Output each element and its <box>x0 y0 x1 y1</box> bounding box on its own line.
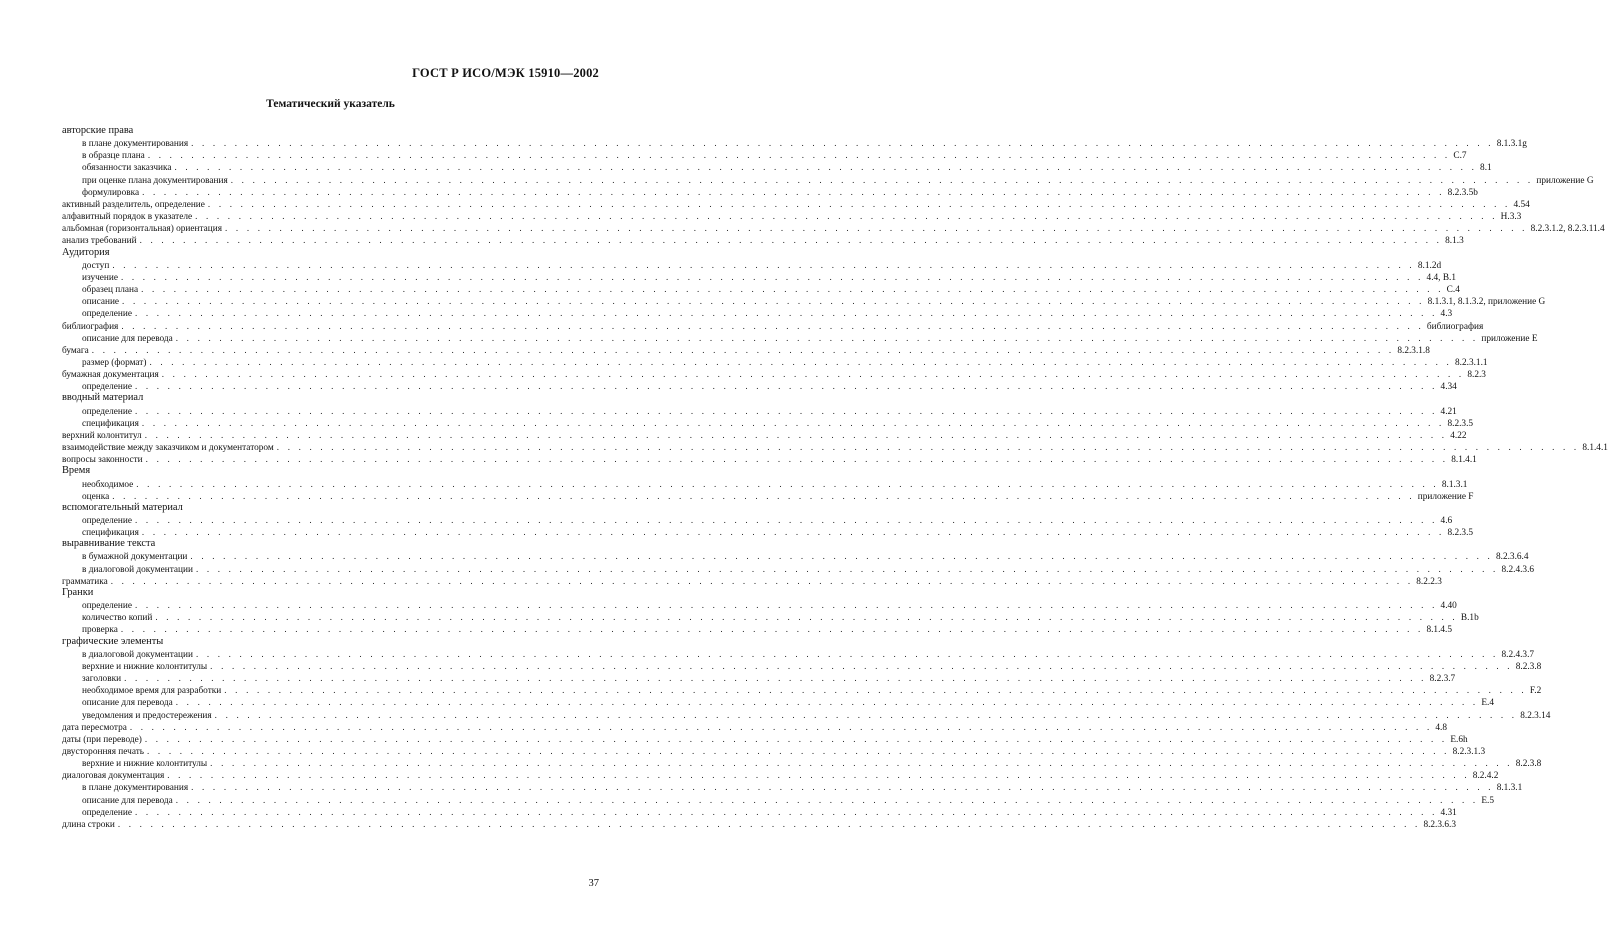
index-reference: 8.2.3.6.4 <box>1495 552 1529 563</box>
dot-leader: . . . . . . . . . . . . . . . . . . . . . . . . . . . . . . . . . . . . . . . . . . . . . . . . . . . . . . . . . . . . . . . . . . . . . . . . . . . . . . . . . . . . . . . . . . . . . . . . . . . . . . . . . . . . . . . . . . . . . . . . <box>139 235 1443 246</box>
index-term: спецификация <box>82 528 139 539</box>
index-entry <box>62 502 599 514</box>
index-term: бумажная документация <box>62 370 159 381</box>
index-term: выравнивание текста <box>62 538 156 550</box>
index-entry <box>62 441 1608 454</box>
index-subentry <box>62 307 1453 320</box>
dot-leader: . . . . . . . . . . . . . . . . . . . . . . . . . . . . . . . . . . . . . . . . . . . . . . . . . . . . . . . . . . . . . . . . . . . . . . . . . . . . . . . . . . . . . . . . . . . . . . . . . . . . . . . . . . . . . . . . . . . . . . . . <box>134 515 1438 525</box>
index-subentry <box>62 794 1494 806</box>
index-reference: E.5 <box>1481 795 1494 806</box>
index-term: количество копий <box>82 613 153 624</box>
index-reference: 8.1.4.1 <box>1451 455 1477 466</box>
index-subentry <box>62 563 1535 575</box>
index-term: графические элементы <box>62 635 164 647</box>
index-term: определение <box>82 309 132 320</box>
index-subentry <box>62 611 1479 624</box>
dot-leader: . . . . . . . . . . . . . . . . . . . . . . . . . . . . . . . . . . . . . . . . . . . . . . . . . . . . . . . . . . . . . . . . . . . . . . . . . . . . . . . . . . . . . . . . . . . . . . . . . . . . . . . . . . . . . . . . . . . . . . . . <box>121 320 1424 331</box>
index-subentry <box>62 174 1594 186</box>
index-term: проверка <box>82 625 118 636</box>
index-term: длина строки <box>62 819 115 830</box>
index-term: библиография <box>62 321 119 332</box>
index-term: в бумажной документации <box>82 552 188 563</box>
index-reference: 8.1.3 <box>1445 236 1464 247</box>
index-reference: 8.2.3.1.3 <box>1452 746 1486 757</box>
dot-leader: . . . . . . . . . . . . . . . . . . . . . . . . . . . . . . . . . . . . . . . . . . . . . . . . . . . . . . . . . . . . . . . . . . . . . . . . . . . . . . . . . . . . . . . . . . . . . . . . . . . . . . . . . . . . . . . . . . . . . . . . <box>134 381 1438 392</box>
index-reference: 4.22 <box>1450 430 1467 441</box>
dot-leader: . . . . . . . . . . . . . . . . . . . . . . . . . . . . . . . . . . . . . . . . . . . . . . . . . . . . . . . . . . . . . . . . . . . . . . . . . . . . . . . . . . . . . . . . . . . . . . . . . . . . . . . . . . . . . . . . . . . . . . . . <box>147 150 1451 161</box>
index-term: вводный материал <box>62 392 144 404</box>
dot-leader: . . . . . . . . . . . . . . . . . . . . . . . . . . . . . . . . . . . . . . . . . . . . . . . . . . . . . . . . . . . . . . . . . . . . . . . . . . . . . . . . . . . . . . . . . . . . . . . . . . . . . . . . . . . . . . . . . . . . . . . . <box>134 806 1438 817</box>
index-term: бумага <box>62 345 89 356</box>
index-subentry <box>62 526 1474 539</box>
index-term: в диалоговой документации <box>82 564 193 575</box>
index-reference: 8.2.3.1.8 <box>1397 345 1430 356</box>
index-subentry <box>62 161 1492 174</box>
index-subentry <box>62 417 1474 429</box>
dot-leader: . . . . . . . . . . . . . . . . . . . . . . . . . . . . . . . . . . . . . . . . . . . . . . . . . . . . . . . . . . . . . . . . . . . . . . . . . . . . . . . . . . . . . . . . . . . . . . . . . . . . . . . . . . . . . . . . . . . . . . . . <box>161 369 1465 380</box>
index-reference: 4.4, B.1 <box>1426 272 1456 283</box>
dot-leader: . . . . . . . . . . . . . . . . . . . . . . . . . . . . . . . . . . . . . . . . . . . . . . . . . . . . . . . . . . . . . . . . . . . . . . . . . . . . . . . . . . . . . . . . . . . . . . . . . . . . . . . . . . . . . . . . . . . . . . . . <box>225 223 1528 234</box>
dot-leader: . . . . . . . . . . . . . . . . . . . . . . . . . . . . . . . . . . . . . . . . . . . . . . . . . . . . . . . . . . . . . . . . . . . . . . . . . . . . . . . . . . . . . . . . . . . . . . . . . . . . . . . . . . . . . . . . . . . . . . . . <box>175 697 1479 708</box>
index-subentry <box>62 648 1535 660</box>
index-term: необходимое <box>82 479 134 490</box>
index-reference: 8.1.3.1g <box>1496 139 1527 150</box>
dot-leader: . . . . . . . . . . . . . . . . . . . . . . . . . . . . . . . . . . . . . . . . . . . . . . . . . . . . . . . . . . . . . . . . . . . . . . . . . . . . . . . . . . . . . . . . . . . . . . . . . . . . . . . . . . . . . . . . . . . . . . . . <box>195 211 1498 222</box>
index-term: спецификация <box>82 418 139 429</box>
index-term: уведомления и предостережения <box>82 710 212 721</box>
index-subentry <box>62 271 1456 283</box>
index-reference: 8.1.2d <box>1417 260 1442 271</box>
index-term: определение <box>82 601 132 612</box>
index-term: верхние и нижние колонтитулы <box>82 661 208 672</box>
index-term: размер (формат) <box>82 357 147 368</box>
index-reference: 4.6 <box>1440 516 1453 526</box>
index-reference: E.4 <box>1481 698 1494 709</box>
index-reference: 8.2.3.14 <box>1520 710 1551 721</box>
dot-leader: . . . . . . . . . . . . . . . . . . . . . . . . . . . . . . . . . . . . . . . . . . . . . . . . . . . . . . . . . . . . . . . . . . . . . . . . . . . . . . . . . . . . . . . . . . . . . . . . . . . . . . . . . . . . . . . . . . . . . . . . <box>112 490 1415 501</box>
index-reference: 8.1.4.5 <box>1426 625 1453 636</box>
index-entry <box>62 247 599 259</box>
dot-leader: . . . . . . . . . . . . . . . . . . . . . . . . . . . . . . . . . . . . . . . . . . . . . . . . . . . . . . . . . . . . . . . . . . . . . . . . . . . . . . . . . . . . . . . . . . . . . . . . . . . . . . . . . . . . . . . . . . . . . . . . <box>175 332 1479 343</box>
index-entry <box>62 429 1467 441</box>
index-reference: 8.1.3.1 <box>1496 783 1523 794</box>
index-entry <box>62 453 1477 466</box>
index-reference: 8.1.3.1, 8.1.3.2, приложение G <box>1427 297 1546 308</box>
index-reference: 8.2.3.1.1 <box>1455 357 1488 368</box>
index-subentry <box>62 356 1488 368</box>
index-term: необходимое время для разработки <box>82 686 222 697</box>
dot-leader: . . . . . . . . . . . . . . . . . . . . . . . . . . . . . . . . . . . . . . . . . . . . . . . . . . . . . . . . . . . . . . . . . . . . . . . . . . . . . . . . . . . . . . . . . . . . . . . . . . . . . . . . . . . . . . . . . . . . . . . . <box>149 356 1453 367</box>
index-subentry <box>62 137 1527 150</box>
index-term: заголовки <box>82 674 122 685</box>
index-subentry <box>62 709 1551 721</box>
index-reference: библиография <box>1426 321 1484 332</box>
index-entry <box>62 125 599 137</box>
index-subentry <box>62 757 1542 770</box>
index-reference: 8.2.3.8 <box>1515 759 1542 770</box>
index-term: Гранки <box>62 586 94 598</box>
index-entry <box>62 210 1522 223</box>
index-term: вопросы законности <box>62 455 143 466</box>
index-term: даты (при переводе) <box>62 734 142 745</box>
index-term: определение <box>82 516 132 526</box>
dot-leader: . . . . . . . . . . . . . . . . . . . . . . . . . . . . . . . . . . . . . . . . . . . . . . . . . . . . . . . . . . . . . . . . . . . . . . . . . . . . . . . . . . . . . . . . . . . . . . . . . . . . . . . . . . . . . . . . . . . . . . . . <box>142 186 1445 197</box>
index-term: взаимодействие между заказчиком и документатором <box>62 443 274 454</box>
dot-leader: . . . . . . . . . . . . . . . . . . . . . . . . . . . . . . . . . . . . . . . . . . . . . . . . . . . . . . . . . . . . . . . . . . . . . . . . . . . . . . . . . . . . . . . . . . . . . . . . . . . . . . . . . . . . . . . . . . . . . . . . <box>147 745 1450 756</box>
index-term: активный разделитель, определение <box>62 199 205 210</box>
dot-leader: . . . . . . . . . . . . . . . . . . . . . . . . . . . . . . . . . . . . . . . . . . . . . . . . . . . . . . . . . . . . . . . . . . . . . . . . . . . . . . . . . . . . . . . . . . . . . . . . . . . . . . . . . . . . . . . . . . . . . . . . <box>117 818 1421 829</box>
index-subentry <box>62 684 1542 697</box>
index-term: формулировка <box>82 187 140 198</box>
index-subentry <box>62 514 1453 526</box>
index-term: описание для перевода <box>82 333 173 344</box>
index-term: Аудитория <box>62 246 110 258</box>
index-term: обязанности заказчика <box>82 163 172 174</box>
index-entry <box>62 465 599 477</box>
index-reference: приложение F <box>1417 491 1474 502</box>
dot-leader: . . . . . . . . . . . . . . . . . . . . . . . . . . . . . . . . . . . . . . . . . . . . . . . . . . . . . . . . . . . . . . . . . . . . . . . . . . . . . . . . . . . . . . . . . . . . . . . . . . . . . . . . . . . . . . . . . . . . . . . . <box>91 344 1395 355</box>
index-entry <box>62 344 1430 356</box>
index-term: верхние и нижние колонтитулы <box>82 759 208 770</box>
subject-index <box>62 125 1608 830</box>
dot-leader: . . . . . . . . . . . . . . . . . . . . . . . . . . . . . . . . . . . . . . . . . . . . . . . . . . . . . . . . . . . . . . . . . . . . . . . . . . . . . . . . . . . . . . . . . . . . . . . . . . . . . . . . . . . . . . . . . . . . . . . . <box>175 794 1479 805</box>
index-subentry <box>62 599 1457 612</box>
index-entry <box>62 818 1456 830</box>
dot-leader: . . . . . . . . . . . . . . . . . . . . . . . . . . . . . . . . . . . . . . . . . . . . . . . . . . . . . . . . . . . . . . . . . . . . . . . . . . . . . . . . . . . . . . . . . . . . . . . . . . . . . . . . . . . . . . . . . . . . . . . . <box>210 758 1513 769</box>
index-entry <box>62 745 1486 757</box>
dot-leader: . . . . . . . . . . . . . . . . . . . . . . . . . . . . . . . . . . . . . . . . . . . . . . . . . . . . . . . . . . . . . . . . . . . . . . . . . . . . . . . . . . . . . . . . . . . . . . . . . . . . . . . . . . . . . . . . . . . . . . . . <box>155 612 1458 623</box>
index-reference: 8.2.3.5b <box>1447 187 1478 198</box>
index-subentry <box>62 660 1542 672</box>
index-reference: 8.2.3.5 <box>1447 418 1474 429</box>
index-entry <box>62 721 1448 733</box>
index-subentry <box>62 259 1442 271</box>
index-subentry <box>62 781 1523 794</box>
dot-leader: . . . . . . . . . . . . . . . . . . . . . . . . . . . . . . . . . . . . . . . . . . . . . . . . . . . . . . . . . . . . . . . . . . . . . . . . . . . . . . . . . . . . . . . . . . . . . . . . . . . . . . . . . . . . . . . . . . . . . . . . <box>190 551 1493 562</box>
dot-leader: . . . . . . . . . . . . . . . . . . . . . . . . . . . . . . . . . . . . . . . . . . . . . . . . . . . . . . . . . . . . . . . . . . . . . . . . . . . . . . . . . . . . . . . . . . . . . . . . . . . . . . . . . . . . . . . . . . . . . . . . <box>195 563 1499 574</box>
index-reference: 8.2.3.7 <box>1429 674 1456 685</box>
index-term: алфавитный порядок в указателе <box>62 212 193 223</box>
dot-leader: . . . . . . . . . . . . . . . . . . . . . . . . . . . . . . . . . . . . . . . . . . . . . . . . . . . . . . . . . . . . . . . . . . . . . . . . . . . . . . . . . . . . . . . . . . . . . . . . . . . . . . . . . . . . . . . . . . . . . . . . <box>134 308 1438 319</box>
dot-leader: . . . . . . . . . . . . . . . . . . . . . . . . . . . . . . . . . . . . . . . . . . . . . . . . . . . . . . . . . . . . . . . . . . . . . . . . . . . . . . . . . . . . . . . . . . . . . . . . . . . . . . . . . . . . . . . . . . . . . . . . <box>124 673 1427 684</box>
index-reference: 8.2.4.2 <box>1472 771 1499 782</box>
index-reference: 4.21 <box>1440 406 1457 417</box>
index-reference: 8.2.3.5 <box>1447 528 1474 539</box>
dot-leader: . . . . . . . . . . . . . . . . . . . . . . . . . . . . . . . . . . . . . . . . . . . . . . . . . . . . . . . . . . . . . . . . . . . . . . . . . . . . . . . . . . . . . . . . . . . . . . . . . . . . . . . . . . . . . . . . . . . . . . . . <box>174 162 1478 173</box>
index-entry <box>62 538 599 550</box>
index-term: диалоговая документация <box>62 771 165 782</box>
dot-leader: . . . . . . . . . . . . . . . . . . . . . . . . . . . . . . . . . . . . . . . . . . . . . . . . . . . . . . . . . . . . . . . . . . . . . . . . . . . . . . . . . . . . . . . . . . . . . . . . . . . . . . . . . . . . . . . . . . . . . . . . <box>120 271 1424 282</box>
dot-leader: . . . . . . . . . . . . . . . . . . . . . . . . . . . . . . . . . . . . . . . . . . . . . . . . . . . . . . . . . . . . . . . . . . . . . . . . . . . . . . . . . . . . . . . . . . . . . . . . . . . . . . . . . . . . . . . . . . . . . . . . <box>191 782 1494 793</box>
standard-code: ГОСТ Р ИСО/МЭК 15910—2002 <box>412 66 599 80</box>
index-reference: 4.54 <box>1513 199 1530 210</box>
index-entry <box>62 575 1442 587</box>
dot-leader: . . . . . . . . . . . . . . . . . . . . . . . . . . . . . . . . . . . . . . . . . . . . . . . . . . . . . . . . . . . . . . . . . . . . . . . . . . . . . . . . . . . . . . . . . . . . . . . . . . . . . . . . . . . . . . . . . . . . . . . . <box>195 648 1499 659</box>
index-term: в плане документирования <box>82 139 189 150</box>
dot-leader: . . . . . . . . . . . . . . . . . . . . . . . . . . . . . . . . . . . . . . . . . . . . . . . . . . . . . . . . . . . . . . . . . . . . . . . . . . . . . . . . . . . . . . . . . . . . . . . . . . . . . . . . . . . . . . . . . . . . . . . . <box>144 429 1448 440</box>
dot-leader: . . . . . . . . . . . . . . . . . . . . . . . . . . . . . . . . . . . . . . . . . . . . . . . . . . . . . . . . . . . . . . . . . . . . . . . . . . . . . . . . . . . . . . . . . . . . . . . . . . . . . . . . . . . . . . . . . . . . . . . . <box>134 405 1438 416</box>
index-entry <box>62 636 599 648</box>
index-subentry <box>62 696 1494 709</box>
index-reference: H.3.3 <box>1500 212 1522 223</box>
index-term: образец плана <box>82 285 139 296</box>
index-term: доступ <box>82 260 110 271</box>
index-term: верхний колонтитул <box>62 430 142 441</box>
dot-leader: . . . . . . . . . . . . . . . . . . . . . . . . . . . . . . . . . . . . . . . . . . . . . . . . . . . . . . . . . . . . . . . . . . . . . . . . . . . . . . . . . . . . . . . . . . . . . . . . . . . . . . . . . . . . . . . . . . . . . . . . <box>129 721 1433 732</box>
index-subentry <box>62 806 1457 818</box>
dot-leader: . . . . . . . . . . . . . . . . . . . . . . . . . . . . . . . . . . . . . . . . . . . . . . . . . . . . . . . . . . . . . . . . . . . . . . . . . . . . . . . . . . . . . . . . . . . . . . . . . . . . . . . . . . . . . . . . . . . . . . . . <box>141 284 1444 295</box>
index-term: определение <box>82 807 132 818</box>
index-subentry <box>62 478 1468 490</box>
dot-leader: . . . . . . . . . . . . . . . . . . . . . . . . . . . . . . . . . . . . . . . . . . . . . . . . . . . . . . . . . . . . . . . . . . . . . . . . . . . . . . . . . . . . . . . . . . . . . . . . . . . . . . . . . . . . . . . . . . . . . . . . <box>230 174 1534 185</box>
index-entry <box>62 769 1499 782</box>
dot-leader: . . . . . . . . . . . . . . . . . . . . . . . . . . . . . . . . . . . . . . . . . . . . . . . . . . . . . . . . . . . . . . . . . . . . . . . . . . . . . . . . . . . . . . . . . . . . . . . . . . . . . . . . . . . . . . . . . . . . . . . . <box>141 527 1445 538</box>
index-subentry <box>62 405 1457 417</box>
index-term: двусторонняя печать <box>62 746 145 757</box>
index-entry <box>62 733 1468 745</box>
page-title: Тематический указатель <box>266 98 395 110</box>
index-term: описание для перевода <box>82 698 173 709</box>
index-reference: 8.1.4.1 <box>1582 443 1608 454</box>
index-subentry <box>62 295 1546 308</box>
dot-leader: . . . . . . . . . . . . . . . . . . . . . . . . . . . . . . . . . . . . . . . . . . . . . . . . . . . . . . . . . . . . . . . . . . . . . . . . . . . . . . . . . . . . . . . . . . . . . . . . . . . . . . . . . . . . . . . . . . . . . . . . <box>167 770 1470 781</box>
index-reference: 8.2.3.6.3 <box>1423 819 1456 830</box>
dot-leader: . . . . . . . . . . . . . . . . . . . . . . . . . . . . . . . . . . . . . . . . . . . . . . . . . . . . . . . . . . . . . . . . . . . . . . . . . . . . . . . . . . . . . . . . . . . . . . . . . . . . . . . . . . . . . . . . . . . . . . . . <box>207 198 1511 209</box>
index-reference: 4.8 <box>1435 722 1448 733</box>
index-entry <box>62 320 1484 332</box>
index-term: Время <box>62 465 91 477</box>
index-term: в плане документирования <box>82 783 189 794</box>
index-reference: 4.3 <box>1440 309 1453 320</box>
dot-leader: . . . . . . . . . . . . . . . . . . . . . . . . . . . . . . . . . . . . . . . . . . . . . . . . . . . . . . . . . . . . . . . . . . . . . . . . . . . . . . . . . . . . . . . . . . . . . . . . . . . . . . . . . . . . . . . . . . . . . . . . <box>120 624 1424 635</box>
index-reference: приложение E <box>1481 333 1538 344</box>
index-entry <box>62 392 599 404</box>
index-term: дата пересмотра <box>62 722 127 733</box>
index-term: изучение <box>82 272 118 283</box>
index-entry <box>62 587 599 599</box>
index-entry <box>62 222 1605 235</box>
index-reference: 4.34 <box>1440 382 1457 393</box>
index-term: оценка <box>82 491 110 502</box>
index-term: определение <box>82 382 132 393</box>
dot-leader: . . . . . . . . . . . . . . . . . . . . . . . . . . . . . . . . . . . . . . . . . . . . . . . . . . . . . . . . . . . . . . . . . . . . . . . . . . . . . . . . . . . . . . . . . . . . . . . . . . . . . . . . . . . . . . . . . . . . . . . . <box>112 259 1415 270</box>
index-entry <box>62 234 1464 247</box>
index-term: описание <box>82 297 120 308</box>
index-reference: C.7 <box>1453 151 1467 162</box>
dot-leader: . . . . . . . . . . . . . . . . . . . . . . . . . . . . . . . . . . . . . . . . . . . . . . . . . . . . . . . . . . . . . . . . . . . . . . . . . . . . . . . . . . . . . . . . . . . . . . . . . . . . . . . . . . . . . . . . . . . . . . . . <box>145 454 1449 465</box>
index-term: альбомная (горизонтальная) ориентация <box>62 224 223 235</box>
index-subentry <box>62 380 1457 393</box>
index-reference: 8.2.4.3.6 <box>1501 564 1535 575</box>
index-reference: 8.2.2.3 <box>1416 576 1442 587</box>
index-term: анализ требований <box>62 236 137 247</box>
index-reference: 8.2.3.1.2, 8.2.3.11.4 <box>1530 224 1605 235</box>
dot-leader: . . . . . . . . . . . . . . . . . . . . . . . . . . . . . . . . . . . . . . . . . . . . . . . . . . . . . . . . . . . . . . . . . . . . . . . . . . . . . . . . . . . . . . . . . . . . . . . . . . . . . . . . . . . . . . . . . . . . . . . . <box>214 709 1518 720</box>
index-reference: B.1b <box>1460 613 1479 624</box>
dot-leader: . . . . . . . . . . . . . . . . . . . . . . . . . . . . . . . . . . . . . . . . . . . . . . . . . . . . . . . . . . . . . . . . . . . . . . . . . . . . . . . . . . . . . . . . . . . . . . . . . . . . . . . . . . . . . . . . . . . . . . . . <box>276 442 1580 453</box>
dot-leader: . . . . . . . . . . . . . . . . . . . . . . . . . . . . . . . . . . . . . . . . . . . . . . . . . . . . . . . . . . . . . . . . . . . . . . . . . . . . . . . . . . . . . . . . . . . . . . . . . . . . . . . . . . . . . . . . . . . . . . . . <box>136 478 1439 489</box>
index-subentry <box>62 149 1467 162</box>
index-reference: F.2 <box>1529 686 1542 697</box>
index-reference: 8.2.4.3.7 <box>1501 649 1535 660</box>
index-reference: 8.1 <box>1480 163 1492 174</box>
index-term: авторские права <box>62 125 134 136</box>
index-subentry <box>62 186 1478 198</box>
index-subentry <box>62 672 1456 685</box>
index-entry <box>62 198 1530 210</box>
index-reference: 8.1.3.1 <box>1441 479 1468 490</box>
index-reference: 4.31 <box>1440 807 1457 818</box>
index-subentry <box>62 332 1538 344</box>
dot-leader: . . . . . . . . . . . . . . . . . . . . . . . . . . . . . . . . . . . . . . . . . . . . . . . . . . . . . . . . . . . . . . . . . . . . . . . . . . . . . . . . . . . . . . . . . . . . . . . . . . . . . . . . . . . . . . . . . . . . . . . . <box>122 296 1425 307</box>
index-reference: 8.2.3 <box>1467 370 1486 381</box>
index-term: вспомогательный материал <box>62 501 183 513</box>
index-term: описание для перевода <box>82 795 173 806</box>
dot-leader: . . . . . . . . . . . . . . . . . . . . . . . . . . . . . . . . . . . . . . . . . . . . . . . . . . . . . . . . . . . . . . . . . . . . . . . . . . . . . . . . . . . . . . . . . . . . . . . . . . . . . . . . . . . . . . . . . . . . . . . . <box>210 660 1513 671</box>
index-term: в образце плана <box>82 151 145 162</box>
index-subentry <box>62 283 1460 296</box>
index-entry <box>62 368 1486 381</box>
index-reference: 4.40 <box>1440 601 1457 612</box>
index-reference: приложение G <box>1536 175 1594 186</box>
dot-leader: . . . . . . . . . . . . . . . . . . . . . . . . . . . . . . . . . . . . . . . . . . . . . . . . . . . . . . . . . . . . . . . . . . . . . . . . . . . . . . . . . . . . . . . . . . . . . . . . . . . . . . . . . . . . . . . . . . . . . . . . <box>110 575 1414 586</box>
dot-leader: . . . . . . . . . . . . . . . . . . . . . . . . . . . . . . . . . . . . . . . . . . . . . . . . . . . . . . . . . . . . . . . . . . . . . . . . . . . . . . . . . . . . . . . . . . . . . . . . . . . . . . . . . . . . . . . . . . . . . . . . <box>144 733 1448 744</box>
index-term: определение <box>82 406 132 417</box>
dot-leader: . . . . . . . . . . . . . . . . . . . . . . . . . . . . . . . . . . . . . . . . . . . . . . . . . . . . . . . . . . . . . . . . . . . . . . . . . . . . . . . . . . . . . . . . . . . . . . . . . . . . . . . . . . . . . . . . . . . . . . . . <box>191 138 1494 149</box>
index-subentry <box>62 490 1474 502</box>
dot-leader: . . . . . . . . . . . . . . . . . . . . . . . . . . . . . . . . . . . . . . . . . . . . . . . . . . . . . . . . . . . . . . . . . . . . . . . . . . . . . . . . . . . . . . . . . . . . . . . . . . . . . . . . . . . . . . . . . . . . . . . . <box>141 417 1445 428</box>
index-reference: 8.2.3.8 <box>1515 661 1542 672</box>
index-reference: E.6h <box>1450 734 1468 745</box>
dot-leader: . . . . . . . . . . . . . . . . . . . . . . . . . . . . . . . . . . . . . . . . . . . . . . . . . . . . . . . . . . . . . . . . . . . . . . . . . . . . . . . . . . . . . . . . . . . . . . . . . . . . . . . . . . . . . . . . . . . . . . . . <box>224 685 1527 696</box>
dot-leader: . . . . . . . . . . . . . . . . . . . . . . . . . . . . . . . . . . . . . . . . . . . . . . . . . . . . . . . . . . . . . . . . . . . . . . . . . . . . . . . . . . . . . . . . . . . . . . . . . . . . . . . . . . . . . . . . . . . . . . . . <box>134 600 1438 611</box>
index-subentry <box>62 623 1453 636</box>
index-term: грамматика <box>62 576 108 587</box>
index-reference: C.4 <box>1446 285 1460 296</box>
page-number: 37 <box>588 878 599 889</box>
index-term: в диалоговой документации <box>82 649 193 660</box>
index-term: при оценке плана документирования <box>82 175 228 186</box>
index-subentry <box>62 550 1529 563</box>
